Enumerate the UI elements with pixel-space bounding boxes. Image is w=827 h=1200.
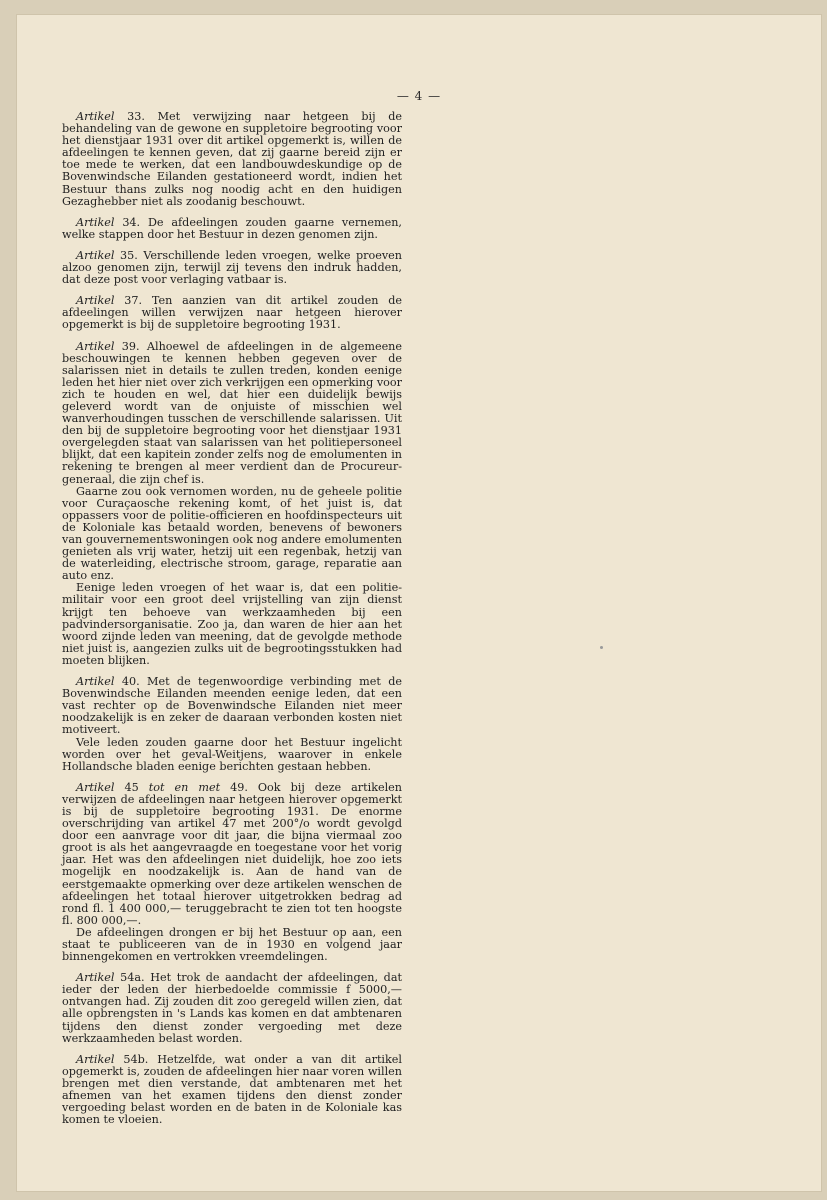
article-number: 45	[124, 780, 139, 794]
article-text: Alhoewel de afdeelingen in de algemeene beschouwingen te kennen hebben gegeven over de salarissen niet in details te zullen treden, konden eenige leden het hier niet over zich verkrijgen een opmerking voor zich te houden en wel, dat hier een duidelijk bewijs geleverd wordt van de onjuiste of misschien wel wanverhoudingen tusschen de verschillende salarissen. Uit den bij de suppletoire begrooting voor het dienstjaar 1931 overgelegden staat van salarissen van het politiepersoneel blijkt, dat een kapitein zonder zelfs nog de emolumenten in rekening te brengen al meer verdient dan de Procureur-generaal, die zijn chef is.	[62, 339, 403, 486]
article-number: 37.	[124, 294, 143, 308]
article-number: 33.	[127, 110, 145, 123]
article-54a	[62, 972, 402, 1045]
article-paragraph: De afdeelingen drongen er bij het Bestuur op aan, een staat te publiceeren van de in 1930 en volgend jaar binnengekomen en vertrokken vreemdelingen.	[62, 925, 402, 964]
article-40	[62, 676, 402, 773]
article-text: De afdeelingen zouden gaarne vernemen, welke stappen door het Bestuur in dezen genomen zijn.	[62, 215, 402, 241]
article-paragraph: Gaarne zou ook vernomen worden, nu de geheele politie voor Curaçaosche rekening komt, of het juist is, dat oppassers voor de politie-officieren en hoofdinspecteurs uit de Koloniale kas betaald worden, benevens of bewoners van gouvernementswoningen ook nog andere emolumenten genieten als vrij water, hetzij uit een regenbak, hetzij van de waterleiding, electrische stroom, garage, reparatie aan auto enz.	[62, 484, 402, 583]
article-35	[62, 250, 402, 286]
article-number: 54a.	[120, 971, 145, 985]
article-39	[62, 341, 402, 668]
article-text: Het trok de aandacht der afdeelingen, dat ieder der leden der hierbedoelde commissie f 5000,— ontvangen had. Zij zouden dit zoo geregeld willen zien, dat alle opbrengsten in 's Lands kas komen en dat ambtenaren tijdens den dienst zonder vergoeding met deze werkzaamheden belast worden.	[62, 971, 402, 1045]
article-number: 40.	[121, 675, 140, 689]
page-number: — 4 —	[396, 89, 442, 103]
article-text: Ten aanzien van dit artikel zouden de afdeelingen willen verwijzen naar hetgeen hierover opgemerkt is bij de suppletoire begrooting 1931.	[62, 294, 402, 332]
article-text: Met de tegenwoordige verbinding met de Bovenwindsche Eilanden meenden eenige leden, dat een vast rechter op de Bovenwindsche Eilanden niet meer noodzakelijk is en zeker de daaraan verbonden kosten niet motiveert.	[62, 675, 402, 737]
article-number: 54b.	[123, 1052, 149, 1066]
article-number: 39.	[121, 339, 140, 353]
article-text: Hetzelfde, wat onder a van dit artikel opgemerkt is, zouden de afdeelingen hier naar voren willen brengen met dien verstande, dat ambtenaren met het afnemen van het examen tijdens den dienst zonder vergoeding belast worden en de baten in de Koloniale kas komen te vloeien.	[62, 1052, 402, 1127]
article-label: Artikel	[76, 971, 115, 985]
article-label: Artikel	[76, 248, 115, 262]
article-33	[62, 111, 402, 208]
article-label: Artikel	[76, 780, 115, 794]
article-label: Artikel	[76, 339, 115, 353]
article-label: Artikel	[76, 215, 115, 229]
article-number-suffix: 49.	[230, 780, 248, 794]
article-37	[62, 295, 402, 331]
article-paragraph: Eenige leden vroegen of het waar is, dat een politie-militair voor een groot deel vrijstelling van zijn dienst krijgt ten behoeve van werkzaamheden bij een padvindersorganisatie. Zoo ja, dan waren de hier aan het woord zijnde leden van meening, dat de gevolgde methode niet juist is, aangezien zulks uit de begrootingsstukken had moeten blijken.	[62, 581, 402, 667]
article-label: Artikel	[76, 1052, 115, 1066]
article-45-49	[62, 782, 402, 963]
article-label: Artikel	[76, 110, 115, 123]
document-body	[62, 111, 402, 1135]
article-label: Artikel	[76, 294, 115, 308]
article-number: 34.	[122, 215, 141, 229]
article-34	[62, 217, 402, 241]
document-page	[16, 14, 822, 1192]
article-number: 35.	[120, 248, 138, 262]
article-paragraph: Vele leden zouden gaarne door het Bestuur ingelicht worden over het geval-Weitjens, waarover in enkele Hollandsche bladen eenige berichten gestaan hebben.	[62, 735, 402, 773]
article-label: Artikel	[76, 675, 115, 689]
article-54b	[62, 1054, 402, 1127]
page-speck	[600, 646, 603, 649]
article-label-suffix: tot en met	[148, 780, 221, 794]
article-text: Ook bij deze artikelen verwijzen de afdeelingen naar hetgeen hierover opgemerkt is bij de suppletoire begrooting 1931. De enorme overschrijding van artikel 47 met 200°/o wordt gevolgd door een aanvrage voor dit jaar, die bijna viermaal zoo groot is als het aangevraagde en toegestane voor het vorig jaar. Het was den afdeelingen niet duidelijk, hoe zoo iets mogelijk en noodzakelijk is. Aan de hand van de eerstgemaakte opmerking over deze artikelen wenschen de afdeelingen het totaal hierover uitgetrokken bedrag ad rond fl. 1 400 000,— teruggebracht te zien tot ten hoogste fl. 800 000,—.	[62, 780, 403, 927]
article-text: Verschillende leden vroegen, welke proeven alzoo genomen zijn, terwijl zij tevens den indruk hadden, dat deze post voor verlaging vatbaar is.	[62, 248, 402, 287]
article-text: Met verwijzing naar hetgeen bij de behandeling van de gewone en suppletoire begrooting voor het dienstjaar 1931 over dit artikel opgemerkt is, willen de afdeelingen te kennen geven, dat zij gaarne bereid zijn er toe mede te werken, dat een landbouwdeskundige op de Bovenwindsche Eilanden gestationeerd wordt, indien het Bestuur thans zulks nog noodig acht en den huidigen Gezaghebber niet als zoodanig beschouwt.	[62, 110, 402, 208]
